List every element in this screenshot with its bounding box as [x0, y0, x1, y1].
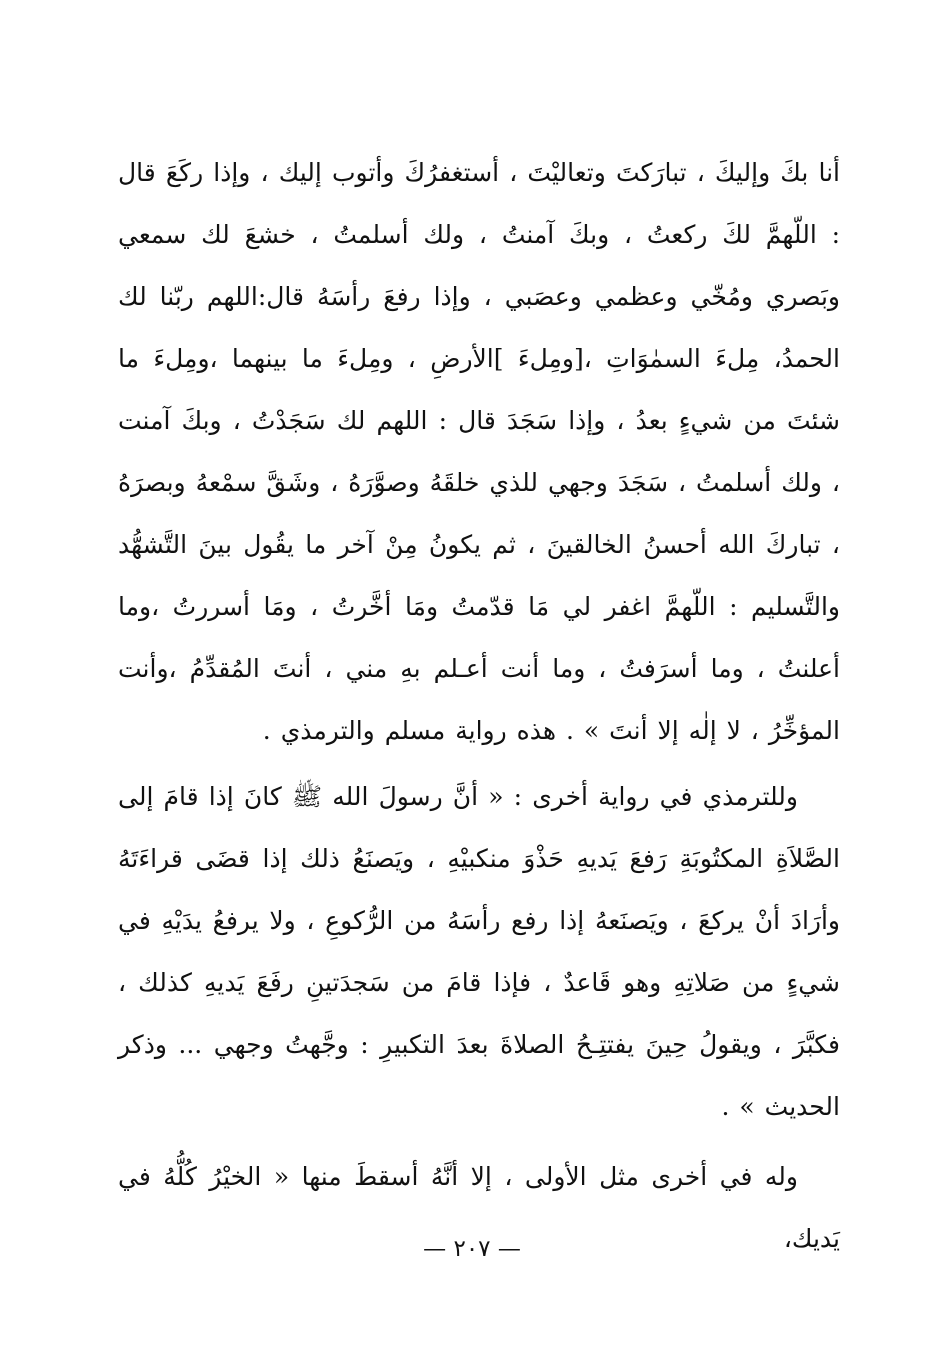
paragraph-3: وله في أخرى مثل الأولى ، إلا أنَّهُ أسقطَ منها « الخيْرُ كُلُّهُ في يَديك، [118, 1162, 840, 1253]
page-number: — ٢٠٧ — [423, 1236, 521, 1262]
paragraph-1: أنا بكَ وإليكَ ، تبارَكتَ وتعاليْتَ ، أستغفرُكَ وأتوب إليك ، وإذا ركَعَ قال : اللّهمَّ لكَ ركعتُ ، وبكَ آمنتُ ، ولك أسلمتُ ، خشعَ لك سمعي وبَصري ومُخّي وعظمي وعصَبي ، وإذا رفعَ رأسَهُ قال:اللهم ربّنا لك الحمدُ، مِلءَ السمٰوَاتِ ،[ومِلءَ ]الأرضِ ، ومِلءَ ما بينهما ،ومِلءَ ما شئتَ من شيءٍ بعدُ ، وإذا سَجَدَ قال : اللهم لك سَجَدْتُ ، وبكَ آمنت ، ولك أسلمتُ ، سَجَدَ وجهي للذي خلقَهُ وصوَّرَهُ ، وشَقَّ سمْعهُ وبصرَهُ ، تباركَ الله أحسنُ الخالقينَ ، ثم يكونُ مِنْ آخر ما يقُول بينَ التَّشهُّد والتَّسليم : اللّهمَّ اغفر لي مَا قدّمتُ ومَا أخَّرتُ ، ومَا أسررتُ ،وما أعلنتُ ، وما أسرَفتُ ، وما أنت أعـلم بهِ مني ، أنتَ المُقدِّمُ ،وأنت المؤخِّرُ ، لا إلٰه إلا أنتَ » . هذه رواية مسلم والترمذي . [118, 158, 840, 745]
text-block-2 [118, 766, 840, 1138]
paragraph-2: وللترمذي في رواية أخرى : « أنَّ رسولَ الله ﷺ كانَ إذا قامَ إلى الصَّلاَةِ المكتُوبَةِ رَفعَ يَديهِ حَذْوَ منكبيْهِ ، ويَصنَعُ ذلك إذا قضَى قراءَتَهُ وأرَادَ أنْ يركعَ ، ويَصنَعهُ إذا رفع رأسَهُ من الرُّكوعِ ، ولا يرفعُ يدَيْهِ في شيءٍ من صَلاتِهِ وهو قَاعدٌ ، فإذا قامَ من سَجدَتينِ رفَعَ يَديهِ كذلك ، فكبَّرَ ، ويقولُ حِينَ يفتتِـحُ الصلاةَ بعدَ التكبيرِ : وجَّهتُ وجهي ... وذكر الحديث » . [118, 782, 840, 1121]
text-block-1 [118, 142, 840, 762]
